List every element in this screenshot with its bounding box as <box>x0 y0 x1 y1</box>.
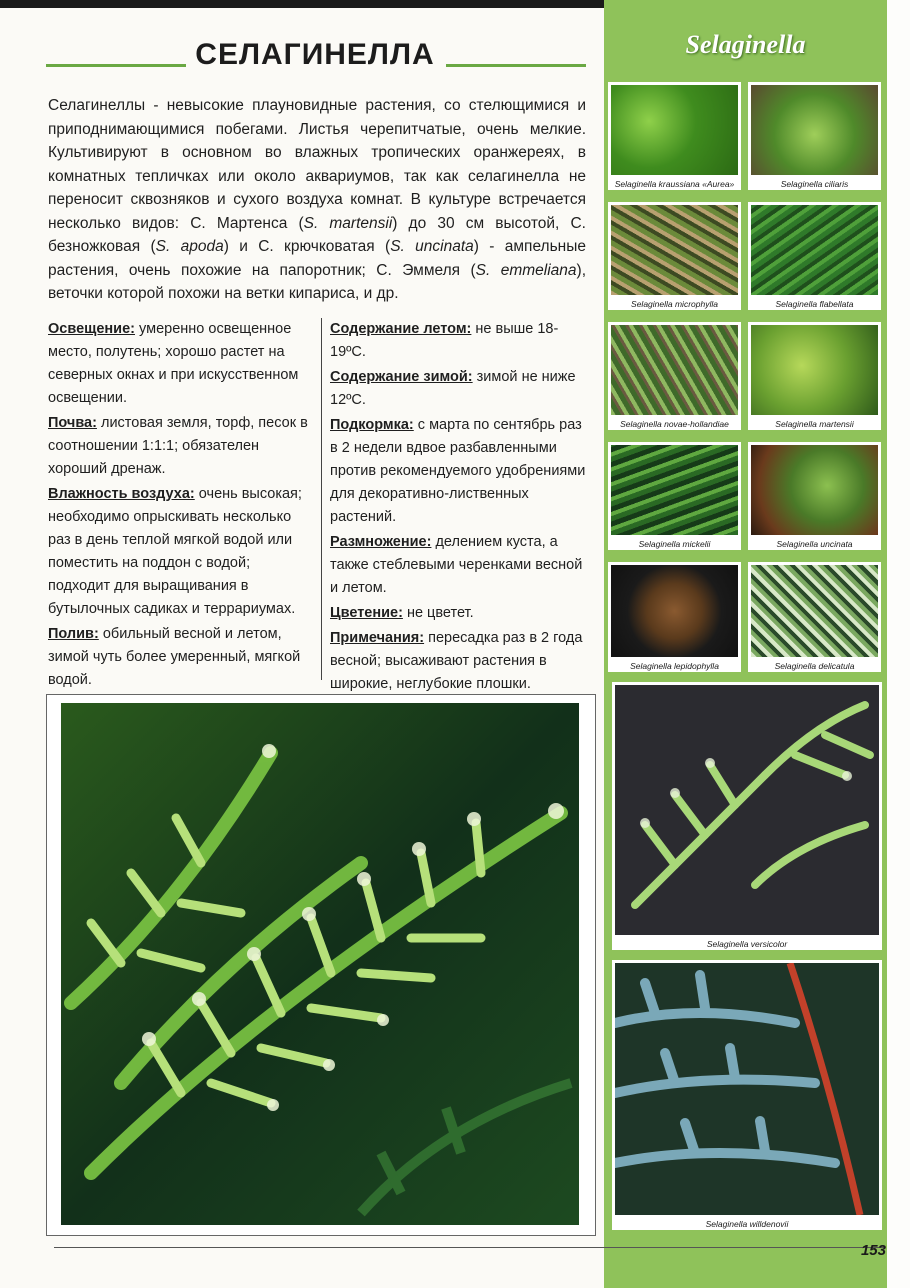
care-soil: Почва: листовая земля, торф, песок в соотношении 1:1:1; обязателен хороший дренаж. <box>48 415 308 477</box>
thumbnail-versicolor: Selaginella versicolor <box>612 682 882 950</box>
thumbnail-photo <box>611 325 738 415</box>
thumbnail-photo <box>611 565 738 657</box>
care-flowering: Цветение: не цветет. <box>330 605 474 621</box>
thumbnail-delicatula: Selaginella delicatula <box>748 562 881 672</box>
thumbnail-photo <box>615 963 879 1215</box>
thumbnail-willdenovii: Selaginella willdenovii <box>612 960 882 1230</box>
care-notes: Примечания: пересадка раз в 2 года весной; высаживают растения в широкие, неглубокие плошки. <box>330 630 583 692</box>
thumbnail-photo <box>751 85 878 175</box>
thumbnail-photo <box>611 85 738 175</box>
thumbnail-photo <box>611 205 738 295</box>
care-watering: Полив: обильный весной и летом, зимой чуть более умеренный, мягкой водой. <box>48 626 301 688</box>
thumbnail-photo <box>751 325 878 415</box>
header-rule-left <box>46 64 186 67</box>
care-humidity: Влажность воздуха: очень высокая; необходимо опрыскивать несколько раз в день теплой мягкой водой или поместить на поддон с водой; подходит для выращивания в бутылочных садиках и террариумах. <box>48 486 302 617</box>
header-rule-right <box>446 64 586 67</box>
photo-sidebar <box>604 0 887 1288</box>
care-column-left <box>48 318 314 694</box>
care-winter: Содержание зимой: зимой не ниже 12ºC. <box>330 369 576 408</box>
page-margin <box>887 0 910 1288</box>
intro-paragraph: Селагинеллы - невысокие плауновидные растения, со стелющимися и приподнимающимися побегами. Листья черепитчатые, очень мелкие. Культивируют в основном во влажных тропических оранжереях, в комнатных тепличках или около аквариумов, так как селагинелла не переносит сквозняков и сухого воздуха комнат. В культуре встречается несколько видов: С. Мартенса (S. martensii) до 30 см высотой, С. безножковая (S. apoda) и С. крючковатая (S. uncinata) - ампельные растения, очень похожие на папоротник; С. Эммеля (S. emmeliana), веточки которой похожи на ветки кипариса, и др. <box>48 97 587 302</box>
thumbnail-novae-hollandiae: Selaginella novae-hollandiae <box>608 322 741 430</box>
thumbnail-microphylla: Selaginella microphylla <box>608 202 741 310</box>
thumbnail-photo <box>751 565 878 657</box>
thumbnail-photo <box>751 445 878 535</box>
footer-rule <box>54 1247 884 1248</box>
thumbnail-photo <box>751 205 878 295</box>
care-propagation: Размножение: делением куста, а также стеблевыми черенками весной и летом. <box>330 534 583 596</box>
care-summer: Содержание летом: не выше 18-19ºC. <box>330 321 559 360</box>
care-feeding: Подкормка: с марта по сентябрь раз в 2 недели вдвое разбавленными против рекомендуемого удобрениями для декоративно-лиственных растений. <box>330 417 586 525</box>
thumbnail-ciliaris: Selaginella ciliaris <box>748 82 881 190</box>
thumbnail-lepidophylla: Selaginella lepidophylla <box>608 562 741 672</box>
page-number: 153 <box>860 1242 886 1259</box>
column-divider <box>321 318 322 680</box>
thumbnail-photo <box>611 445 738 535</box>
sidebar-title: Selaginella <box>685 30 806 59</box>
page-title: СЕЛАГИНЕЛЛА <box>195 38 435 71</box>
thumbnail-uncinata: Selaginella uncinata <box>748 442 881 550</box>
care-lighting: Освещение: умеренно освещенное место, полутень; хорошо растет на северных окнах и при искусственном освещении. <box>48 321 299 406</box>
thumbnail-martensii: Selaginella martensii <box>748 322 881 430</box>
thumbnail-photo <box>615 685 879 935</box>
main-photo-frame <box>46 694 596 1236</box>
thumbnail-flabellata: Selaginella flabellata <box>748 202 881 310</box>
care-column-right <box>330 318 588 698</box>
thumbnail-kraussiana: Selaginella kraussiana «Aurea» <box>608 82 741 190</box>
thumbnail-mickelii: Selaginella mickelii <box>608 442 741 550</box>
main-plant-photo <box>61 703 579 1225</box>
